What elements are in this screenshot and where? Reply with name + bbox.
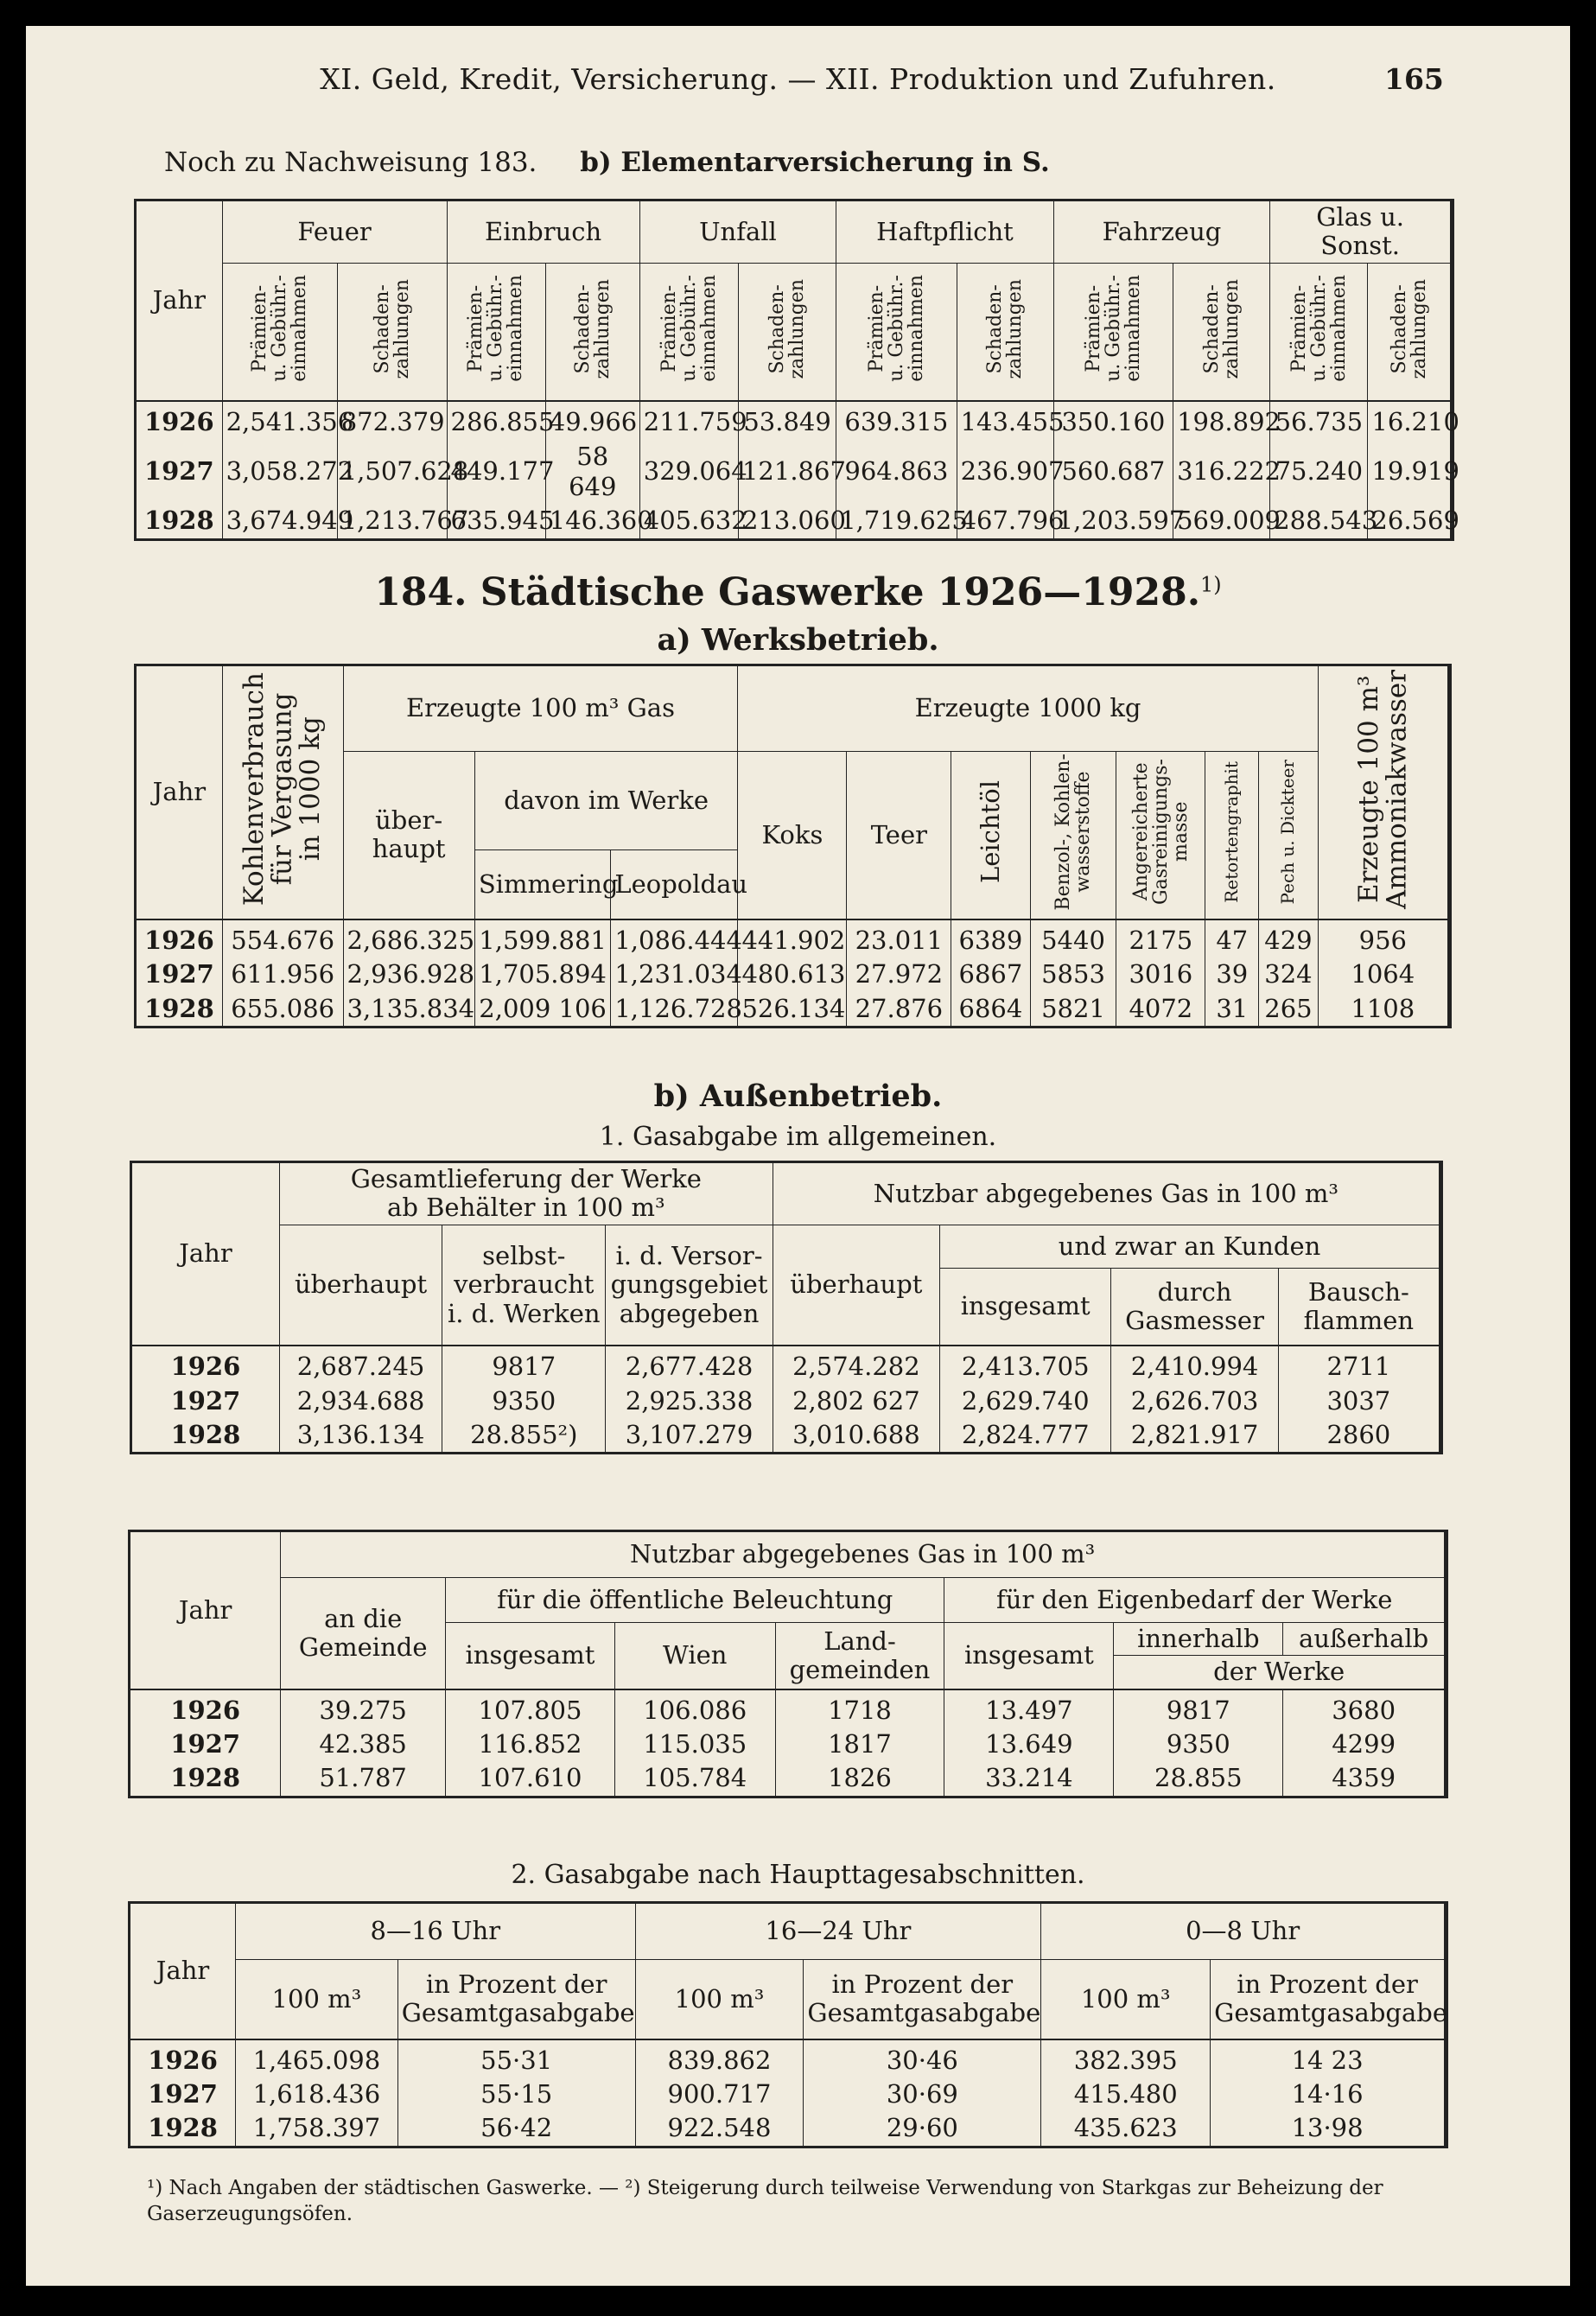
- table-cell: 3,010.688: [773, 1418, 939, 1454]
- tb1-col-gasmesser: durch Gasmesser: [1111, 1268, 1278, 1346]
- tb3-caption: 2. Gasabgabe nach Haupttagesabschnitten.: [511, 1860, 1085, 1890]
- table-cell: 29·60: [804, 2111, 1041, 2147]
- table-cell: 2860: [1278, 1418, 1440, 1454]
- table-row: [136, 919, 1450, 958]
- t183-col-schaden: Schaden- zahlungen: [1388, 278, 1430, 379]
- table-cell: 2,925.338: [606, 1384, 773, 1418]
- table-cell: 2,009 106: [474, 992, 611, 1028]
- table-cell: 30·46: [804, 2039, 1041, 2077]
- row-year: 1927: [130, 2077, 236, 2111]
- table-cell: 6389: [951, 919, 1030, 958]
- table-cell: 405.632: [639, 504, 738, 539]
- table-row: [130, 2039, 1447, 2077]
- table-cell: 49.966: [545, 401, 639, 439]
- tb1-col-insgesamt: insgesamt: [940, 1268, 1111, 1346]
- tb3-col-prozent: in Prozent der Gesamtgasabgabe: [397, 1960, 635, 2039]
- tb3-col-m3: 100 m³: [236, 1960, 398, 2039]
- table-cell: 14 23: [1211, 2039, 1447, 2077]
- table-cell: 435.623: [1041, 2111, 1211, 2147]
- tb1-group-kunden: und zwar an Kunden: [940, 1225, 1441, 1268]
- table-cell: 27.876: [847, 992, 951, 1028]
- table-cell: 3680: [1283, 1689, 1447, 1727]
- table-cell: 382.395: [1041, 2039, 1211, 2077]
- table-cell: 1817: [775, 1727, 944, 1761]
- table-cell: 30·69: [804, 2077, 1041, 2111]
- t184-group-1000kg: Erzeugte 1000 kg: [738, 665, 1318, 752]
- table-cell: 1,203.597: [1053, 504, 1173, 539]
- tb1-col-year: Jahr: [131, 1162, 280, 1346]
- table-cell: 1,618.436: [236, 2077, 398, 2111]
- table-cell: 116.852: [446, 1727, 615, 1761]
- table-row: [136, 401, 1453, 439]
- table-184-werksbetrieb: [134, 664, 1452, 1028]
- table-cell: 107.610: [446, 1761, 615, 1797]
- tb2-col-insgesamt2: insgesamt: [944, 1623, 1114, 1689]
- row-year: 1926: [131, 1346, 280, 1384]
- t183-group-einbruch: Einbruch: [447, 200, 639, 264]
- t183-col-praemien: Prämien- u. Gebühr.- einnahmen: [1288, 275, 1350, 383]
- t184-col-angereichert: Angereicherte Gasreinigungs- masse: [1129, 759, 1192, 906]
- t184-title-note: 1): [1200, 572, 1222, 597]
- table-cell: 9817: [1114, 1689, 1283, 1727]
- t183-group-glas: Glas u. Sonst.: [1270, 200, 1453, 264]
- table-cell: 6864: [951, 992, 1030, 1028]
- tb3-col-prozent: in Prozent der Gesamtgasabgabe: [1211, 1960, 1447, 2039]
- table-row: [130, 1689, 1447, 1727]
- table-cell: 2,802 627: [773, 1384, 939, 1418]
- table-cell: 4299: [1283, 1727, 1447, 1761]
- row-year: 1926: [130, 1689, 281, 1727]
- table-cell: 1,758.397: [236, 2111, 398, 2147]
- t183-col-praemien: Prämien- u. Gebühr.- einnahmen: [249, 275, 311, 383]
- table-cell: 324: [1259, 958, 1318, 991]
- tb2-col-ausserhalb: außerhalb: [1283, 1623, 1447, 1656]
- row-year: 1927: [136, 958, 223, 991]
- t184-group-davon: davon im Werke: [474, 752, 738, 850]
- table-cell: 105.784: [614, 1761, 775, 1797]
- t184-col-pech: Pech u. Dickteer: [1277, 760, 1299, 905]
- table-cell: 143.455: [957, 401, 1053, 439]
- table-cell: 31: [1205, 992, 1259, 1028]
- table-cell: 467.796: [957, 504, 1053, 539]
- table-cell: 639.315: [836, 401, 957, 439]
- table-cell: 2,410.994: [1111, 1346, 1278, 1384]
- row-year: 1926: [136, 401, 223, 439]
- t184-col-koks: Koks: [738, 752, 847, 919]
- table-cell: 1064: [1318, 958, 1449, 991]
- table-cell: 1,086.444: [611, 919, 738, 958]
- table-cell: 286.855: [447, 401, 545, 439]
- t184-col-leopoldau: Leopoldau: [611, 850, 738, 919]
- table-cell: 198.892: [1173, 401, 1270, 439]
- tb2-group-nutzbar: Nutzbar abgegebenes Gas in 100 m³: [281, 1531, 1447, 1578]
- table-cell: 1,705.894: [474, 958, 611, 991]
- table-cell: 3,674.949: [222, 504, 337, 539]
- table-cell: 964.863: [836, 440, 957, 505]
- row-year: 1928: [136, 504, 223, 539]
- t184-col-simmering: Simmering: [474, 850, 611, 919]
- table-cell: 26.569: [1368, 504, 1453, 539]
- running-title: XI. Geld, Kredit, Versicherung. — XII. Produktion und Zufuhren.: [320, 62, 1276, 96]
- table-cell: 56·42: [397, 2111, 635, 2147]
- table-cell: 14·16: [1211, 2077, 1447, 2111]
- t183-col-schaden: Schaden- zahlungen: [571, 278, 614, 379]
- table-cell: 28.855: [1114, 1761, 1283, 1797]
- tb2-col-land: Land- gemeinden: [775, 1623, 944, 1689]
- table-cell: 56.735: [1270, 401, 1368, 439]
- table-row: [130, 1761, 1447, 1797]
- table-cell: 3016: [1116, 958, 1205, 991]
- table-row: [130, 1727, 1447, 1761]
- t184-col-benzol: Benzol-, Kohlen- wasserstoffe: [1052, 754, 1094, 911]
- t183-col-schaden: Schaden- zahlungen: [371, 278, 413, 379]
- table-cell: 213.060: [738, 504, 836, 539]
- t183-group-feuer: Feuer: [222, 200, 447, 264]
- t183-caption-prefix: Noch zu Nachweisung 183.: [164, 147, 537, 178]
- t183-group-fahrzeug: Fahrzeug: [1053, 200, 1270, 264]
- table-cell: 872.379: [337, 401, 447, 439]
- table-cell: 19.919: [1368, 440, 1453, 505]
- table-cell: 13·98: [1211, 2111, 1447, 2147]
- t184-col-retorten: Retortengraphit: [1221, 760, 1243, 903]
- table-cell: 1,465.098: [236, 2039, 398, 2077]
- table-cell: 2,687.245: [279, 1346, 442, 1384]
- row-year: 1927: [136, 440, 223, 505]
- tb1-col-ueberhaupt: überhaupt: [279, 1225, 442, 1346]
- table-gasabgabe-tagesabschnitte: [128, 1901, 1448, 2148]
- table-cell: 23.011: [847, 919, 951, 958]
- document-page: [26, 26, 1570, 2286]
- t183-col-praemien: Prämien- u. Gebühr.- einnahmen: [865, 275, 927, 383]
- table-cell: 2,629.740: [940, 1384, 1111, 1418]
- t183-col-praemien: Prämien- u. Gebühr.- einnahmen: [658, 275, 720, 383]
- table-cell: 39.275: [281, 1689, 446, 1727]
- tb2-col-insgesamt: insgesamt: [446, 1623, 615, 1689]
- table-cell: 3037: [1278, 1384, 1440, 1418]
- tb1-col-versorg: i. d. Versor- gungsgebiet abgegeben: [606, 1225, 773, 1346]
- t184-title-text: 184. Städtische Gaswerke 1926—1928.: [374, 570, 1201, 614]
- table-cell: 554.676: [222, 919, 343, 958]
- tb2-col-der-werke: der Werke: [1114, 1656, 1447, 1689]
- table-cell: 236.907: [957, 440, 1053, 505]
- tb3-col-m3: 100 m³: [635, 1960, 804, 2039]
- table-cell: 449.177: [447, 440, 545, 505]
- tb1-group-nutzbar: Nutzbar abgegebenes Gas in 100 m³: [773, 1162, 1440, 1225]
- table-cell: 560.687: [1053, 440, 1173, 505]
- row-year: 1927: [130, 1727, 281, 1761]
- table-row: [131, 1418, 1441, 1454]
- row-year: 1926: [136, 919, 223, 958]
- table-cell: 55·31: [397, 2039, 635, 2077]
- table-cell: 3,136.134: [279, 1418, 442, 1454]
- table-cell: 146.360: [545, 504, 639, 539]
- table-cell: 635.945: [447, 504, 545, 539]
- t183-col-schaden: Schaden- zahlungen: [1200, 278, 1243, 379]
- table-cell: 2,936.928: [343, 958, 474, 991]
- table-cell: 55·15: [397, 2077, 635, 2111]
- tb1-group-gesamt: Gesamtlieferung der Werke ab Behälter in 100 m³: [279, 1162, 773, 1225]
- tb1-caption: 1. Gasabgabe im allgemeinen.: [599, 1122, 997, 1152]
- table-cell: 839.862: [635, 2039, 804, 2077]
- table-cell: 288.543: [1270, 504, 1368, 539]
- tb2-col-gemeinde: an die Gemeinde: [281, 1578, 446, 1689]
- table-cell: 429: [1259, 919, 1318, 958]
- table-cell: 106.086: [614, 1689, 775, 1727]
- table-cell: 9350: [442, 1384, 606, 1418]
- table-cell: 415.480: [1041, 2077, 1211, 2111]
- table-cell: 75.240: [1270, 440, 1368, 505]
- table-cell: 265: [1259, 992, 1318, 1028]
- table-cell: 115.035: [614, 1727, 775, 1761]
- footnote: ¹) Nach Angaben der städtischen Gaswerke. — ²) Steigerung durch teilweise Verwendung von Starkgas zur Beheizung der Gaserzeugungsöfen.: [147, 2177, 1383, 2225]
- table-cell: 1,231.034: [611, 958, 738, 991]
- table-cell: 39: [1205, 958, 1259, 991]
- t183-caption-title: b) Elementarversicherung in S.: [580, 147, 1050, 178]
- table-gasabgabe-allgemein: [130, 1161, 1443, 1454]
- table-cell: 13.649: [944, 1727, 1114, 1761]
- tb2-col-innerhalb: innerhalb: [1114, 1623, 1283, 1656]
- table-183-elementarversicherung: [134, 199, 1459, 541]
- table-cell: 3,058.272: [222, 440, 337, 505]
- tb3-period-8-16: 8—16 Uhr: [236, 1903, 636, 1960]
- table-cell: 42.385: [281, 1727, 446, 1761]
- t183-col-praemien: Prämien- u. Gebühr.- einnahmen: [465, 275, 527, 383]
- table-cell: 655.086: [222, 992, 343, 1028]
- table-cell: 316.222: [1173, 440, 1270, 505]
- t184-col-ammoniak: Erzeugte 100 m³ Ammoniakwasser: [1352, 669, 1413, 909]
- table-cell: 350.160: [1053, 401, 1173, 439]
- t184-col-teer: Teer: [847, 752, 951, 919]
- table-cell: 329.064: [639, 440, 738, 505]
- t183-col-schaden: Schaden- zahlungen: [984, 278, 1027, 379]
- table-cell: 33.214: [944, 1761, 1114, 1797]
- table-cell: 1718: [775, 1689, 944, 1727]
- t183-col-schaden: Schaden- zahlungen: [766, 278, 809, 379]
- tb3-col-m3: 100 m³: [1041, 1960, 1211, 2039]
- t183-col-year: Jahr: [136, 200, 223, 402]
- table-cell: 3,135.834: [343, 992, 474, 1028]
- page-number: 165: [1384, 62, 1444, 96]
- table-cell: 611.956: [222, 958, 343, 991]
- table-cell: 526.134: [738, 992, 847, 1028]
- t183-col-praemien: Prämien- u. Gebühr.- einnahmen: [1082, 275, 1144, 383]
- t184-subtitle-a: a) Werksbetrieb.: [657, 622, 939, 658]
- table-cell: 5440: [1030, 919, 1116, 958]
- t183-caption: [164, 147, 1050, 178]
- table-cell: 27.972: [847, 958, 951, 991]
- table-cell: 47: [1205, 919, 1259, 958]
- table-cell: 2,686.325: [343, 919, 474, 958]
- t184-col-year: Jahr: [136, 665, 223, 919]
- table-cell: 4072: [1116, 992, 1205, 1028]
- table-cell: 6867: [951, 958, 1030, 991]
- tb2-col-year: Jahr: [130, 1531, 281, 1689]
- table-row: [136, 958, 1450, 991]
- table-cell: 900.717: [635, 2077, 804, 2111]
- row-year: 1928: [130, 2111, 236, 2147]
- table-cell: 3,107.279: [606, 1418, 773, 1454]
- row-year: 1928: [131, 1418, 280, 1454]
- tb1-col-ueberhaupt2: überhaupt: [773, 1225, 939, 1346]
- table-cell: 1,213.767: [337, 504, 447, 539]
- table-cell: 5821: [1030, 992, 1116, 1028]
- table-row: [136, 992, 1450, 1028]
- tb3-col-prozent: in Prozent der Gesamtgasabgabe: [804, 1960, 1041, 2039]
- tb3-col-year: Jahr: [130, 1903, 236, 2039]
- table-cell: 2711: [1278, 1346, 1440, 1384]
- t183-group-unfall: Unfall: [639, 200, 836, 264]
- table-cell: 58 649: [545, 440, 639, 505]
- table-row: [130, 2111, 1447, 2147]
- t184-group-gas: Erzeugte 100 m³ Gas: [343, 665, 738, 752]
- t184-col-ueberhaupt: über- haupt: [343, 752, 474, 919]
- table-cell: 9817: [442, 1346, 606, 1384]
- table-cell: 1,599.881: [474, 919, 611, 958]
- row-year: 1928: [136, 992, 223, 1028]
- table-cell: 28.855²): [442, 1418, 606, 1454]
- table-cell: 211.759: [639, 401, 738, 439]
- table-cell: 2,626.703: [1111, 1384, 1278, 1418]
- table-cell: 1108: [1318, 992, 1449, 1028]
- table-cell: 1,719.625: [836, 504, 957, 539]
- table-cell: 1,507.628: [337, 440, 447, 505]
- table-cell: 4359: [1283, 1761, 1447, 1797]
- table-cell: 569.009: [1173, 504, 1270, 539]
- t183-group-haftpflicht: Haftpflicht: [836, 200, 1054, 264]
- table-cell: 9350: [1114, 1727, 1283, 1761]
- table-cell: 956: [1318, 919, 1449, 958]
- table-cell: 922.548: [635, 2111, 804, 2147]
- table-cell: 2,541.356: [222, 401, 337, 439]
- row-year: 1926: [130, 2039, 236, 2077]
- table-cell: 1,126.728: [611, 992, 738, 1028]
- table-cell: 2175: [1116, 919, 1205, 958]
- row-year: 1927: [131, 1384, 280, 1418]
- table-nutzbar-abgabe: [128, 1530, 1448, 1798]
- table-cell: 480.613: [738, 958, 847, 991]
- table-row: [131, 1384, 1441, 1418]
- tb-subtitle-b: b) Außenbetrieb.: [653, 1078, 943, 1114]
- table-cell: 2,934.688: [279, 1384, 442, 1418]
- table-cell: 13.497: [944, 1689, 1114, 1727]
- table-cell: 2,413.705: [940, 1346, 1111, 1384]
- tb1-col-selbst: selbst- verbraucht i. d. Werken: [442, 1225, 606, 1346]
- table-cell: 1826: [775, 1761, 944, 1797]
- table-cell: 441.902: [738, 919, 847, 958]
- table-cell: 2,677.428: [606, 1346, 773, 1384]
- table-cell: 2,574.282: [773, 1346, 939, 1384]
- table-row: [131, 1346, 1441, 1384]
- table-cell: 16.210: [1368, 401, 1453, 439]
- t184-title: [26, 570, 1570, 614]
- table-row: [130, 2077, 1447, 2111]
- table-cell: 2,821.917: [1111, 1418, 1278, 1454]
- table-cell: 51.787: [281, 1761, 446, 1797]
- tb1-col-pausch: Bausch- flammen: [1278, 1268, 1440, 1346]
- table-cell: 121.867: [738, 440, 836, 505]
- table-cell: 5853: [1030, 958, 1116, 991]
- table-cell: 53.849: [738, 401, 836, 439]
- table-row: [136, 504, 1453, 539]
- tb3-period-16-24: 16—24 Uhr: [635, 1903, 1041, 1960]
- tb2-group-oeffentlich: für die öffentliche Beleuchtung: [446, 1578, 944, 1623]
- tb3-period-0-8: 0—8 Uhr: [1041, 1903, 1447, 1960]
- row-year: 1928: [130, 1761, 281, 1797]
- table-cell: 107.805: [446, 1689, 615, 1727]
- tb2-group-eigen: für den Eigenbedarf der Werke: [944, 1578, 1447, 1623]
- t184-col-leichtoel: Leichtöl: [976, 780, 1006, 884]
- table-row: [136, 440, 1453, 505]
- tb2-col-wien: Wien: [614, 1623, 775, 1689]
- t184-col-kohle: Kohlenverbrauch für Vergasung in 1000 kg: [238, 672, 327, 907]
- table-cell: 2,824.777: [940, 1418, 1111, 1454]
